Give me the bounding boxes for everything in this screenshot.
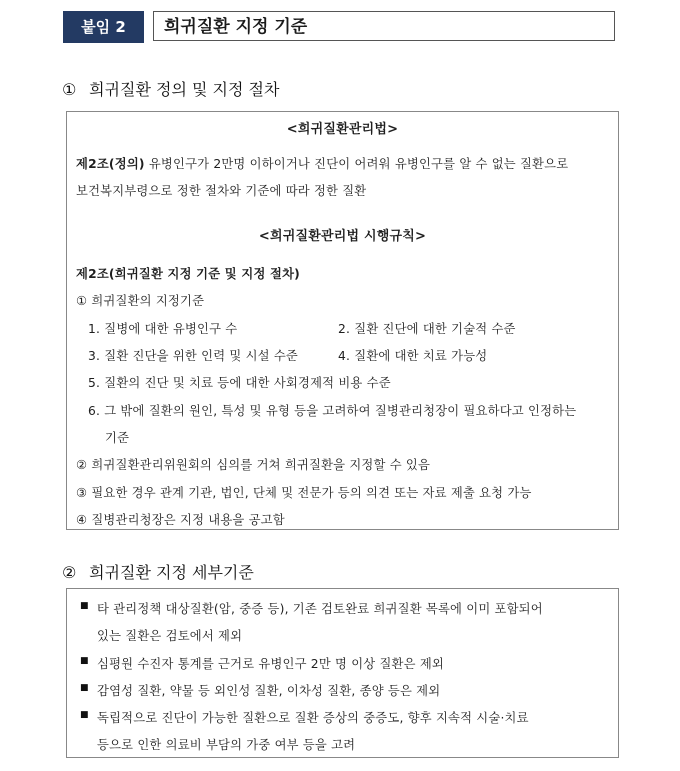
criteria-item-1-line2: 있는 질환은 검토에서 제외 [97, 629, 243, 643]
section2-number: ② [62, 563, 77, 582]
clause-3: ③ 필요한 경우 관계 기관, 법인, 단체 및 전문가 등의 의견 또는 자료 제출 요청 가능 [76, 486, 532, 500]
square-bullet-icon: ■ [80, 683, 89, 693]
section2-heading [62, 560, 254, 583]
criterion-6-line2: 기준 [105, 431, 130, 445]
criterion-5: 5. 질환의 진단 및 치료 등에 대한 사회경제적 비용 수준 [88, 376, 391, 390]
article2-definition-line2: 보건복지부령으로 정한 절차와 기준에 따라 정한 질환 [76, 184, 367, 198]
clause-2: ② 희귀질환관리위원회의 심의를 거쳐 희귀질환을 지정할 수 있음 [76, 458, 431, 472]
article2-text: 유병인구가 2만명 이하이거나 진단이 어려워 유병인구를 알 수 없는 질환으로 [144, 157, 569, 171]
section1-title: 희귀질환 정의 및 지정 절차 [89, 80, 280, 99]
square-bullet-icon: ■ [80, 601, 89, 611]
page-title: 희귀질환 지정 기준 [153, 11, 615, 41]
section1-number: ① [62, 80, 77, 99]
criteria-item-4-line1: 독립적으로 진단이 가능한 질환으로 질환 증상의 중증도, 향후 지속적 시술·치료 [97, 711, 529, 725]
document-header [63, 11, 615, 43]
square-bullet-icon: ■ [80, 710, 89, 720]
rule-article2: 제2조(희귀질환 지정 기준 및 지정 절차) [76, 267, 300, 281]
criteria-box [66, 588, 619, 758]
clause-1: ① 희귀질환의 지정기준 [76, 294, 205, 308]
law-title: <희귀질환관리법> [286, 122, 399, 137]
definition-box [66, 111, 619, 530]
article2-label: 제2조(정의) [76, 157, 145, 171]
criterion-4: 4. 질환에 대한 치료 가능성 [338, 349, 488, 363]
criteria-item-4-line2: 등으로 인한 의료비 부담의 가중 여부 등을 고려 [97, 738, 356, 752]
clause-4: ④ 질병관리청장은 지정 내용을 공고함 [76, 513, 285, 527]
criterion-1: 1. 질병에 대한 유병인구 수 [88, 322, 238, 336]
criterion-2: 2. 질환 진단에 대한 기술적 수준 [338, 322, 516, 336]
criteria-item-1-line1: 타 관리정책 대상질환(암, 중증 등), 기존 검토완료 희귀질환 목록에 이미 포함되어 [97, 602, 543, 616]
criterion-3: 3. 질환 진단을 위한 인력 및 시설 수준 [88, 349, 298, 363]
criterion-6-line1: 6. 그 밖에 질환의 원인, 특성 및 유형 등을 고려하여 질병관리청장이 필요하다고 인정하는 [88, 404, 577, 418]
criteria-item-3: 감염성 질환, 약물 등 외인성 질환, 이차성 질환, 종양 등은 제외 [97, 684, 441, 698]
criteria-item-2: 심평원 수진자 통계를 근거로 유병인구 2만 명 이상 질환은 제외 [97, 657, 444, 671]
rule-title: <희귀질환관리법 시행규칙> [258, 229, 427, 244]
article2-definition-line1 [76, 154, 568, 172]
section2-title: 희귀질환 지정 세부기준 [89, 563, 254, 582]
attachment-label: 붙임 2 [63, 11, 144, 43]
section1-heading [62, 77, 279, 100]
square-bullet-icon: ■ [80, 656, 89, 666]
